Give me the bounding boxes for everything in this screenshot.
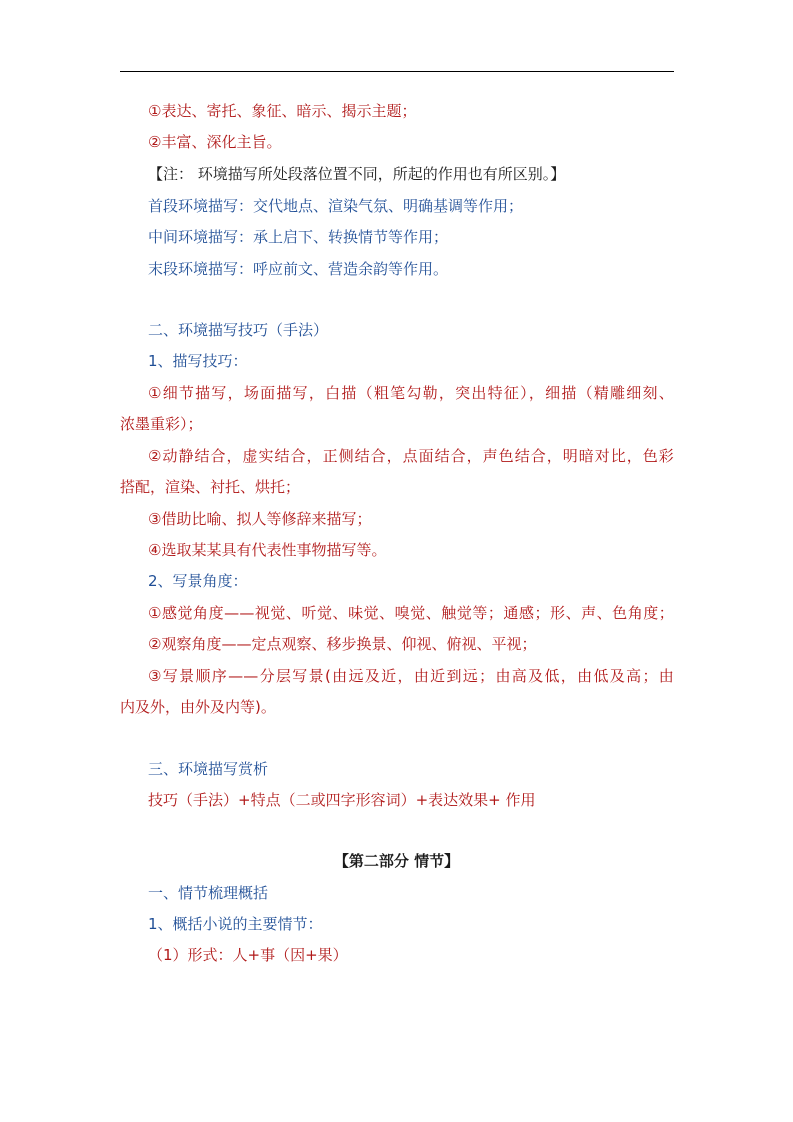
plot-subheading: 1、概括小说的主要情节：	[148, 915, 323, 933]
angle-subheading: 2、写景角度：	[148, 572, 248, 590]
technique-item-2a: ②动静结合，虚实结合，正侧结合，点面结合，声色结合，明暗对比，色彩	[148, 447, 674, 465]
position-end: 末段环境描写：呼应前文、营造余韵等作用。	[148, 260, 449, 278]
angle-item-3a: ③写景顺序——分层写景(由远及近，由近到远；由高及低，由低及高；由	[148, 667, 674, 685]
section3-heading: 三、环境描写赏析	[148, 760, 269, 778]
purpose-item-2: ②丰富、深化主旨。	[148, 133, 282, 151]
purpose-item-1: ①表达、寄托、象征、暗示、揭示主题；	[148, 102, 417, 120]
technique-item-1b: 浓墨重彩）；	[120, 415, 203, 433]
angle-item-3b: 内及外，由外及内等)。	[120, 698, 276, 716]
note-text: 【注： 环境描写所处段落位置不同，所起的作用也有所区别。】	[148, 165, 566, 183]
technique-subheading: 1、描写技巧：	[148, 352, 248, 370]
angle-item-2: ②观察角度——定点观察、移步换景、仰视、俯视、平视；	[148, 635, 537, 653]
plot-heading: 一、情节梳理概括	[148, 884, 269, 902]
technique-item-4: ④选取某某具有代表性事物描写等。	[148, 541, 387, 559]
section2-heading: 二、环境描写技巧（手法）	[148, 321, 329, 339]
part2-title: 【第二部分 情节】	[333, 852, 460, 870]
technique-item-1a: ①细节描写，场面描写，白描（粗笔勾勒，突出特征），细描（精雕细刻、	[148, 384, 674, 402]
angle-item-1: ①感觉角度——视觉、听觉、味觉、嗅觉、触觉等；通感；形、声、色角度；	[148, 604, 674, 622]
technique-item-2b: 搭配，渲染、衬托、烘托；	[120, 478, 301, 496]
appreciation-formula: 技巧（手法）+特点（二或四字形容词）+表达效果+ 作用	[148, 791, 536, 809]
technique-item-3: ③借助比喻、拟人等修辞来描写；	[148, 510, 372, 528]
plot-form: （1）形式：人+事（因+果）	[148, 946, 348, 964]
position-first: 首段环境描写：交代地点、渲染气氛、明确基调等作用；	[148, 197, 524, 215]
header-rule	[120, 71, 674, 72]
position-middle: 中间环境描写：承上启下、转换情节等作用；	[148, 228, 449, 246]
